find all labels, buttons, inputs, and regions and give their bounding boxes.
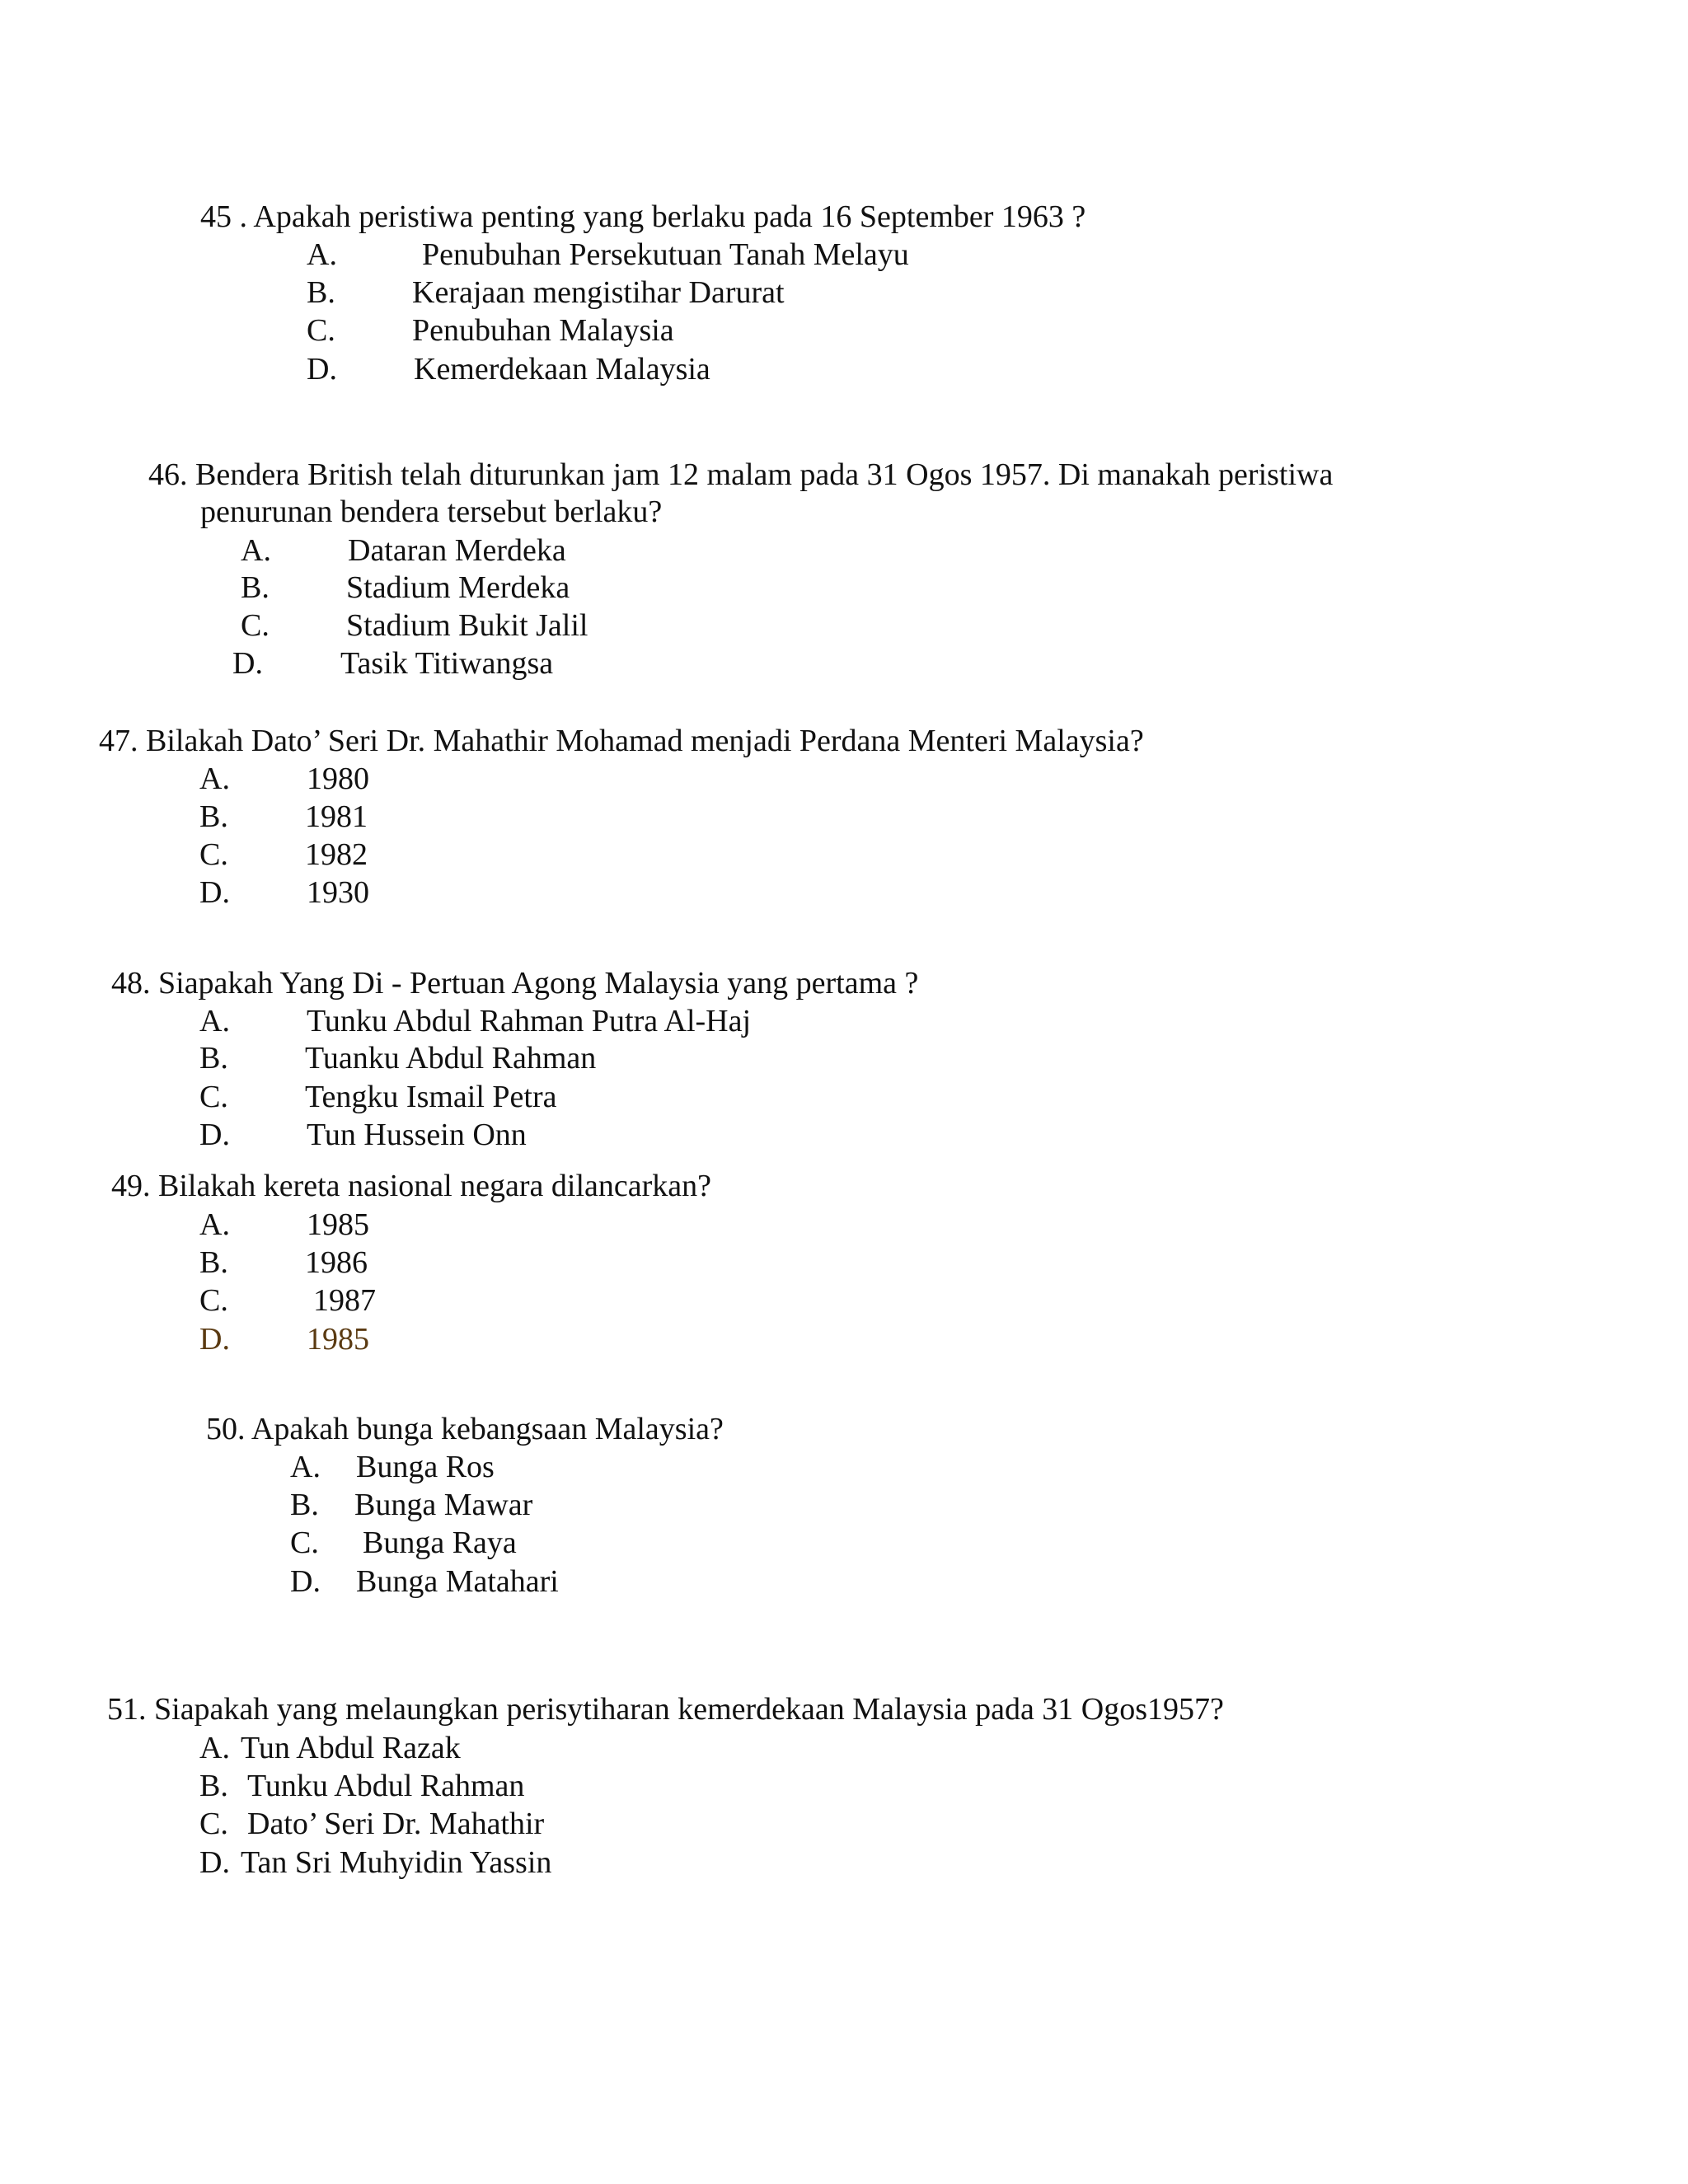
question-45-option-a	[307, 236, 337, 274]
question-46-option-b-text: Stadium Merdeka	[346, 570, 570, 605]
question-51-stem: 51. Siapakah yang melaungkan perisytiharan kemerdekaan Malaysia pada 31 Ogos1957?	[107, 1692, 1224, 1727]
question-48-option-a-text: Tunku Abdul Rahman Putra Al-Haj	[307, 1004, 752, 1038]
question-47-option-d: D.	[199, 875, 230, 910]
question-46-option-c-text: Stadium Bukit Jalil	[346, 608, 588, 643]
question-51-option-a: A.	[199, 1731, 230, 1765]
question-46-option-a-text: Dataran Merdeka	[348, 533, 566, 568]
question-50-option-c-text: Bunga Raya	[363, 1526, 517, 1560]
question-47-stem: 47. Bilakah Dato’ Seri Dr. Mahathir Mohamad menjadi Perdana Menteri Malaysia?	[99, 724, 1144, 758]
question-49-option-c-text: 1987	[313, 1283, 376, 1318]
question-49-option-a-text: 1985	[307, 1207, 369, 1242]
question-51-option-d: D.	[199, 1845, 230, 1880]
question-51-option-a-text: Tun Abdul Razak	[241, 1731, 461, 1765]
question-47-option-b-text: 1981	[305, 799, 368, 834]
question-46-option-b: B.	[241, 570, 270, 605]
question-49-option-b: B.	[199, 1245, 228, 1280]
question-51-option-b: B.	[199, 1769, 228, 1803]
question-48-option-d-text: Tun Hussein Onn	[307, 1118, 527, 1152]
question-46-option-c: C.	[241, 608, 270, 643]
question-45-option-c-text: Penubuhan Malaysia	[412, 313, 674, 348]
question-45-stem: 45 . Apakah peristiwa penting yang berlaku pada 16 September 1963 ?	[200, 199, 1086, 234]
question-49-option-c: C.	[199, 1283, 228, 1318]
question-48-option-c-text: Tengku Ismail Petra	[305, 1080, 557, 1114]
question-45-option-d: D.	[307, 352, 337, 387]
question-51-option-c-text: Dato’ Seri Dr. Mahathir	[247, 1807, 545, 1841]
question-50-option-b: B.	[290, 1488, 319, 1522]
question-48-option-c: C.	[199, 1080, 228, 1114]
question-45-option-b: B.	[307, 275, 335, 310]
question-50-option-a-text: Bunga Ros	[356, 1450, 495, 1484]
question-45-option-c: C.	[307, 313, 335, 348]
question-46-option-d-text: Tasik Titiwangsa	[340, 646, 554, 681]
question-47-option-a-text: 1980	[307, 762, 369, 796]
question-51-option-b-text: Tunku Abdul Rahman	[247, 1769, 525, 1803]
question-48-option-a: A.	[199, 1004, 230, 1038]
question-45-option-a-text: Penubuhan Persekutuan Tanah Melayu	[422, 237, 909, 272]
question-50-option-b-text: Bunga Mawar	[354, 1488, 533, 1522]
question-50-option-c: C.	[290, 1526, 319, 1560]
question-46-option-a: A.	[241, 533, 271, 568]
question-47-option-c: C.	[199, 837, 228, 872]
question-51-option-d-text: Tan Sri Muhyidin Yassin	[241, 1845, 552, 1880]
question-48-stem: 48. Siapakah Yang Di - Pertuan Agong Malaysia yang pertama ?	[111, 966, 919, 1001]
question-48-option-d: D.	[199, 1118, 230, 1152]
question-46-stem: 46. Bendera British telah diturunkan jam 12 malam pada 31 Ogos 1957. Di manakah peristiwa	[148, 457, 1334, 492]
question-51-option-c: C.	[199, 1807, 228, 1841]
question-48-option-b: B.	[199, 1041, 228, 1076]
question-46-stem-continued: penurunan bendera tersebut berlaku?	[200, 494, 663, 529]
question-47-option-b: B.	[199, 799, 228, 834]
question-49-option-b-text: 1986	[305, 1245, 368, 1280]
question-47-option-d-text: 1930	[307, 875, 369, 910]
question-47-option-a: A.	[199, 762, 230, 796]
option-letter: A.	[307, 237, 337, 272]
question-50-stem: 50. Apakah bunga kebangsaan Malaysia?	[206, 1412, 724, 1446]
question-47-option-c-text: 1982	[305, 837, 368, 872]
question-49-option-a: A.	[199, 1207, 230, 1242]
question-50-option-d-text: Bunga Matahari	[356, 1564, 559, 1599]
question-49-option-d-text: 1985	[307, 1322, 369, 1357]
question-46-option-d: D.	[232, 646, 263, 681]
question-50-option-a: A.	[290, 1450, 321, 1484]
question-49-option-d: D.	[199, 1322, 230, 1357]
question-48-option-b-text: Tuanku Abdul Rahman	[305, 1041, 597, 1076]
question-45-option-d-text: Kemerdekaan Malaysia	[414, 352, 710, 387]
question-49-stem: 49. Bilakah kereta nasional negara dilancarkan?	[111, 1169, 711, 1203]
question-50-option-d: D.	[290, 1564, 321, 1599]
question-45-option-b-text: Kerajaan mengistihar Darurat	[412, 275, 785, 310]
